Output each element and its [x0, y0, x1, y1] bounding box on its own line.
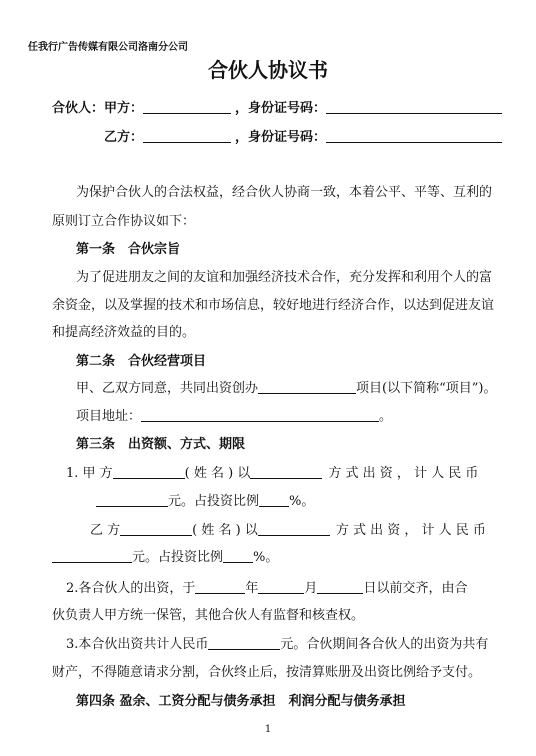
article-1-line-2: 余资金，以及掌握的技术和市场信息，较好地进行经济合作，以达到促进友谊 [52, 298, 495, 313]
party-b-amount-blank [52, 549, 132, 563]
party-b-row: 乙方： ，身份证号码： [104, 126, 502, 145]
project-suffix: 项目(以下简称“项目”)。 [356, 381, 497, 396]
name-label: ( 姓 名 ) 以 [184, 466, 251, 481]
method-label: 方 式 出 资 ， 计 人 民 币 [328, 466, 479, 481]
yuan-ratio-label-b: 元。占投资比例 [132, 550, 224, 565]
item-1-party-b-line [90, 519, 486, 538]
party-a-id-blank [326, 100, 502, 114]
party-a-name-blank [143, 100, 231, 114]
article-3-heading: 第三条 出资额、方式、期限 [76, 437, 246, 452]
partners-label: 合伙人： [52, 101, 105, 116]
party-b-ratio-blank [223, 549, 253, 563]
article-2-heading: 第二条 合伙经营项目 [76, 354, 207, 369]
party-b-name-blank [120, 522, 192, 536]
item-1-party-b-amount [52, 546, 278, 565]
party-a-row: 合伙人：甲方： ，身份证号码： [52, 97, 502, 116]
item-3-suffix: 元。合伙期间各合伙人的出资为共有 [280, 637, 489, 652]
percent-label: %。 [289, 494, 315, 509]
article-1-line-1: 为了促进朋友之间的友谊和加强经济技术合作，充分发挥和利用个人的富 [76, 270, 493, 285]
name-label-b: ( 姓 名 ) 以 [192, 523, 258, 538]
item-1-party-a-amount [96, 490, 314, 509]
item-2-prefix: 2.各合伙人的出资，于 [66, 581, 196, 596]
party-a-method-blank [250, 465, 322, 479]
yuan-ratio-label: 元。占投资比例 [168, 494, 260, 509]
party-b-name-blank [143, 129, 231, 143]
day-blank [317, 580, 363, 594]
party-a-name-blank-2 [113, 465, 185, 479]
project-name-blank [258, 380, 356, 394]
article-4-heading: 第四条 盈余、工资分配与债务承担 利润分配与债务承担 [76, 694, 406, 709]
item-3-line-2: 财产，不得随意请求分割，合伙终止后，按清算账册及出资比例给予支付。 [52, 665, 482, 680]
page-number: 1 [264, 724, 272, 735]
day-suffix: 日以前交齐，由合 [363, 581, 468, 596]
month-label: 月 [304, 581, 318, 596]
party-a-amount-blank [96, 493, 168, 507]
total-amount-blank [208, 636, 280, 650]
item-2-line-1 [66, 577, 467, 596]
method-label-b: 方 式 出 资 ， 计 人 民 币 [335, 523, 486, 538]
party-b-method-blank [258, 522, 330, 536]
article-1-line-3: 和提高经济效益的目的。 [52, 325, 196, 340]
intro-line-1: 为保护合伙人的合法权益，经合伙人协商一致，本着公平、平等、互利的 [76, 185, 493, 200]
item-2-line-2: 伙负责人甲方统一保管，其他合伙人有监督和核查权。 [52, 608, 365, 623]
year-label: 年 [245, 581, 259, 596]
article-2-address-line [76, 405, 392, 424]
item-3-line-1 [66, 633, 488, 652]
address-suffix: 。 [379, 409, 393, 424]
year-blank [195, 580, 245, 594]
document-title: 合伙人协议书 [208, 58, 328, 82]
project-prefix: 甲、乙双方同意，共同出资创办 [76, 381, 259, 396]
party-a-label: 甲方： [104, 101, 144, 116]
address-label: 项目地址： [76, 409, 142, 424]
item-1-party-a-line [66, 462, 478, 481]
party-b-id-blank [326, 129, 502, 143]
party-b-prefix: 乙 方 [90, 523, 121, 538]
item-3-prefix: 3.本合伙出资共计人民币 [66, 637, 209, 652]
percent-label-b: %。 [253, 550, 279, 565]
party-a-ratio-blank [259, 493, 289, 507]
party-b-label: 乙方： [104, 130, 144, 145]
address-blank [141, 408, 379, 422]
intro-line-2: 原则订立合作协议如下： [52, 214, 196, 229]
month-blank [258, 580, 304, 594]
party-a-id-label: 身份证号码： [248, 101, 327, 116]
party-b-id-label: 身份证号码： [248, 130, 327, 145]
article-2-project-line [76, 377, 496, 396]
article-1-heading: 第一条 合伙宗旨 [76, 242, 181, 257]
party-a-prefix: 1. 甲 方 [66, 466, 113, 481]
company-name: 任我行广告传媒有限公司洛南分公司 [28, 42, 188, 53]
